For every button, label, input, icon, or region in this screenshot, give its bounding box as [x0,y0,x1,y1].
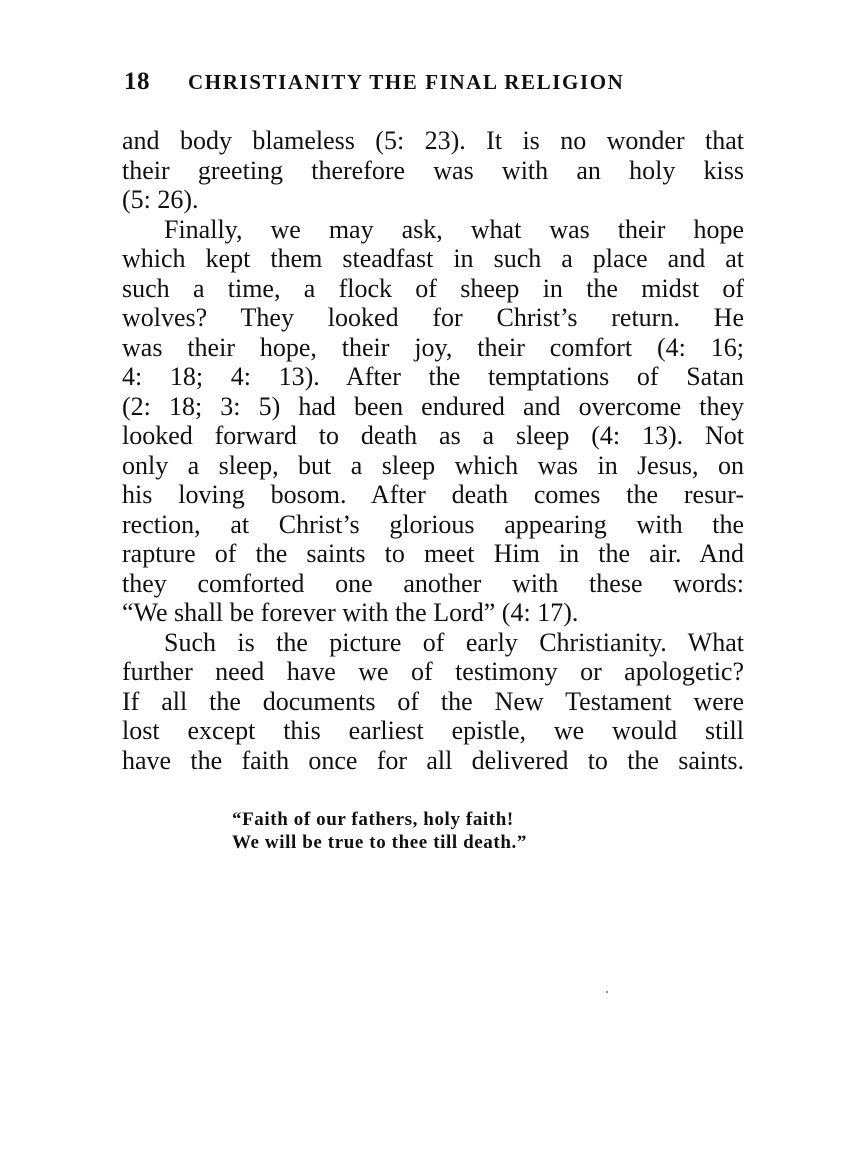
text-line: wolves? They looked for Christ’s return. He [122,303,744,332]
text-line: which kept them steadfast in such a place and at [122,244,744,273]
text-line: If all the documents of the New Testament were [122,686,744,716]
closing-quote [232,808,527,854]
body-text [122,126,744,775]
text-line: have the faith once for all delivered to the saints. [122,745,744,775]
text-line: Finally, we may ask, what was their hope [164,214,744,244]
text-line: his loving bosom. After death comes the resur- [122,480,744,509]
text-line: lost except this earliest epistle, we would still [122,716,744,745]
quote-line: “Faith of our fathers, holy faith! [232,809,514,830]
quote-line: We will be true to thee till death.” [232,832,527,853]
text-line: rection, at Christ’s glorious appearing with the [122,509,744,539]
text-line: they comforted one another with these words: [122,568,744,598]
running-title: CHRISTIANITY THE FINAL RELIGION [188,70,625,94]
text-line: (5: 26). [122,185,199,214]
text-line: further need have we of testimony or apologetic? [122,657,744,686]
text-line: only a sleep, but a sleep which was in Jesus, on [122,450,744,480]
page-number: 18 [124,68,150,95]
text-line: was their hope, their joy, their comfort (4: 16; [122,332,744,362]
text-line: Such is the picture of early Christianity. What [164,627,744,657]
running-head [124,68,744,96]
text-line: their greeting therefore was with an holy kiss [122,155,744,185]
print-speck [606,991,608,993]
text-line: rapture of the saints to meet Him in the air. And [122,539,744,568]
text-line: and body blameless (5: 23). It is no wonder that [122,126,744,155]
text-line: (2: 18; 3: 5) had been endured and overcome they [122,391,744,421]
text-line: looked forward to death as a sleep (4: 13). Not [122,421,744,450]
text-line: such a time, a flock of sheep in the midst of [122,273,744,303]
text-line: 4: 18; 4: 13). After the temptations of Satan [122,362,744,391]
text-line: “We shall be forever with the Lord” (4: 17). [122,598,579,627]
